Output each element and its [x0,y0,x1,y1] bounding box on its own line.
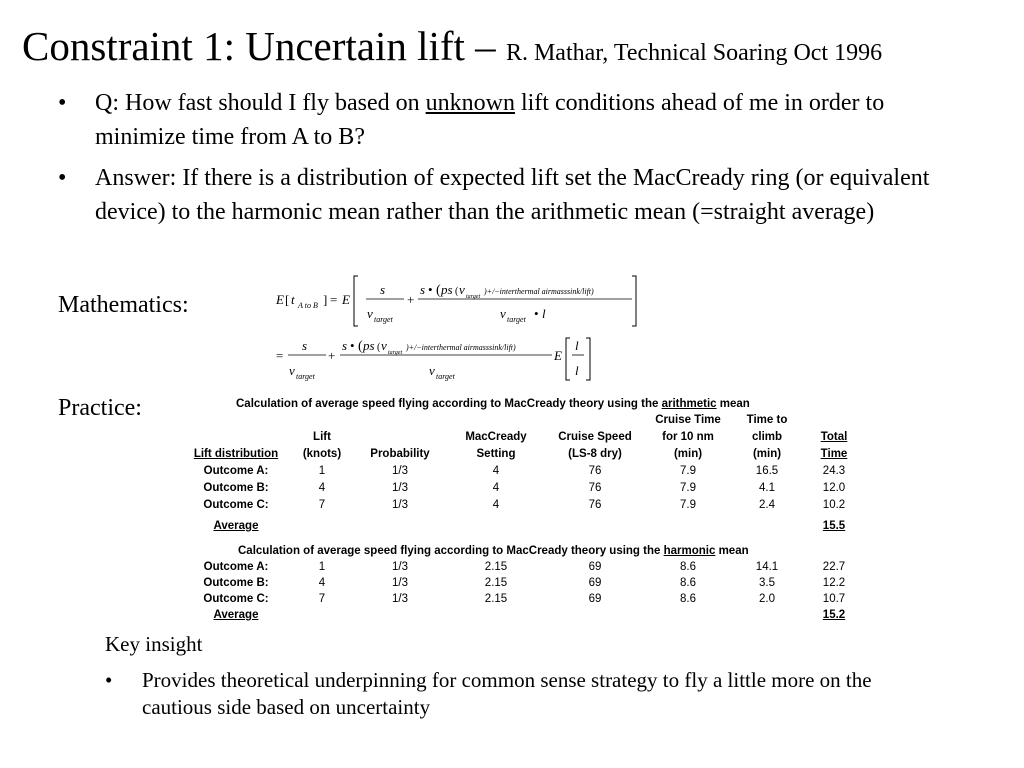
header-cruise-time: Cruise Time [655,414,721,426]
formula-v5: v [381,338,387,353]
formula-paren-small2: ( [377,342,381,353]
cell-cruise-speed: 69 [588,561,602,573]
cell-cruise-time: 7.9 [680,499,696,511]
formula-right-bracket2 [586,338,590,380]
row-label: Outcome C: [203,593,269,605]
arithmetic-average-label: Average [213,520,259,532]
arithmetic-average-value: 15.5 [822,520,846,532]
header-min-climb: (min) [752,448,782,460]
cell-maccready: 2.15 [484,561,508,573]
cell-maccready: 2.15 [484,577,508,589]
header-maccready: MacCready [465,431,527,443]
table-title-suffix: mean [716,398,750,410]
cell-total: 10.2 [822,499,846,511]
cell-cruise-time: 8.6 [680,593,696,605]
formula-v2: v [459,282,465,297]
key-insight-heading: Key insight [105,632,203,656]
header-min: (min) [673,448,703,460]
slide-title-citation: R. Mathar, Technical Soaring Oct 1996 [505,40,883,66]
formula-dot3: • [350,338,355,353]
cell-probability: 1/3 [392,465,408,477]
cell-cruise-speed: 69 [588,593,602,605]
harmonic-average-value: 15.2 [822,609,846,621]
arithmetic-emphasis: arithmetic [661,398,717,410]
cell-cruise-time: 7.9 [680,465,696,477]
cell-probability: 1/3 [392,577,408,589]
table-title-text: Calculation of average speed flying according to MacCready theory using the [238,545,664,557]
formula-v6: v [429,363,435,378]
cell-climb-time: 16.5 [755,465,779,477]
bullet-answer-text: Answer: If there is a distribution of expected lift set the MacCready ring (or equivalent device) to the harmonic mean rather than the arithmetic mean (=straight average) [95,165,930,225]
cell-lift: 7 [318,593,326,605]
formula-paren-small: ( [455,286,459,297]
formula-right-bracket [632,276,636,326]
cell-lift: 7 [318,499,326,511]
formula-E3: E [554,348,562,363]
harmonic-table-title [238,545,749,557]
formula-v3-subscript: target [507,315,526,324]
formula-l3: l [575,363,579,378]
unknown-emphasis: unknown [425,90,515,116]
cell-lift: 1 [318,561,326,573]
header-climb: climb [751,431,783,443]
expected-time-formula [270,268,650,386]
cell-cruise-time: 8.6 [680,577,696,589]
formula-bracket-close: ] [323,292,328,307]
header-lift-distribution: Lift distribution [193,448,279,460]
cell-total: 10.7 [822,593,846,605]
cell-climb-time: 4.1 [759,482,775,494]
bullet-question [58,86,978,154]
bullet-marker: • [58,165,67,191]
practice-label: Practice: [58,395,142,421]
header-time: Time [820,448,848,460]
cell-probability: 1/3 [392,593,408,605]
formula-dot2: • [534,306,539,321]
formula-left-bracket2 [566,338,570,380]
slide-title [22,22,882,70]
formula-E2: E [342,292,350,307]
cell-cruise-time: 7.9 [680,482,696,494]
cell-cruise-speed: 69 [588,577,602,589]
formula-t-subscript: A to B [298,301,318,310]
cell-maccready: 4 [492,499,500,511]
formula-s4: s [342,338,348,353]
header-knots: (knots) [302,448,342,460]
cell-total: 12.2 [822,577,846,589]
key-insight-bullet [105,667,925,721]
question-text-start: Q: How fast should I fly based on [95,90,426,116]
cell-probability: 1/3 [392,482,408,494]
arithmetic-table-title [236,398,750,410]
cell-lift: 4 [318,577,326,589]
formula-pm-term: )+/−interthermal airmasssink/lift) [484,287,594,296]
table-title-text: Calculation of average speed flying according to MacCready theory using the [236,398,662,410]
formula-l: l [542,306,546,321]
formula-paren: ( [436,283,441,298]
formula-equals: = [330,292,338,307]
question-text-end: lift conditions ahead of me in order to minimize time from A to B? [95,90,885,150]
cell-cruise-speed: 76 [588,465,602,477]
mathematics-label: Mathematics: [58,292,189,318]
formula-v2-subscript: target [466,294,481,300]
formula-plus: + [407,292,415,307]
header-ls8-dry: (LS-8 dry) [568,448,622,460]
harmonic-average-label: Average [213,609,259,621]
formula-s2: s [420,282,426,297]
header-time-to-climb: Time to [746,414,788,426]
table-title-suffix: mean [715,545,749,557]
formula-v: v [367,306,373,321]
key-insight-text: Provides theoretical underpinning for common sense strategy to fly a little more on the cautious side based on uncertainty [142,668,872,719]
bullet-question-text [95,86,978,154]
formula-bracket-open: [ [285,292,290,307]
formula-dot: • [428,282,433,297]
cell-maccready: 4 [492,482,500,494]
formula-ps2: ps [363,338,375,353]
row-label: Outcome A: [203,561,269,573]
formula-ps: ps [441,282,453,297]
formula-pm-term2: )+/−interthermal airmasssink/lift) [406,343,516,352]
cell-climb-time: 3.5 [759,577,775,589]
slide-title-main: Constraint 1: Uncertain lift – [22,23,506,69]
header-lift: Lift [313,431,331,443]
formula-v-subscript: target [374,315,393,324]
cell-climb-time: 2.4 [759,499,775,511]
header-probability: Probability [370,448,430,460]
header-for-10nm: for 10 nm [662,431,714,443]
formula-v4: v [289,363,295,378]
formula-left-bracket [354,276,358,326]
cell-cruise-speed: 76 [588,482,602,494]
formula-v5-subscript: target [388,350,403,356]
row-label: Outcome A: [203,465,269,477]
cell-probability: 1/3 [392,499,408,511]
formula-paren3: ( [358,339,363,354]
bullet-marker: • [105,668,113,692]
cell-total: 12.0 [822,482,846,494]
formula-v6-subscript: target [436,372,455,381]
bullet-marker: • [58,90,67,116]
formula-s3: s [302,338,308,353]
cell-climb-time: 14.1 [755,561,779,573]
formula-equals2: = [276,348,284,363]
cell-cruise-speed: 76 [588,499,602,511]
cell-lift: 4 [318,482,326,494]
cell-climb-time: 2.0 [759,593,775,605]
header-total: Total [820,431,848,443]
bullet-answer [58,161,978,229]
row-label: Outcome B: [203,577,269,589]
formula-l2: l [575,338,579,353]
cell-maccready: 4 [492,465,500,477]
harmonic-emphasis: harmonic [663,545,716,557]
formula-plus2: + [328,348,336,363]
cell-maccready: 2.15 [484,593,508,605]
row-label: Outcome C: [203,499,269,511]
formula-s: s [380,282,386,297]
formula-E: E [276,292,284,307]
header-cruise-speed: Cruise Speed [558,431,632,443]
cell-probability: 1/3 [392,561,408,573]
cell-lift: 1 [318,465,326,477]
formula-v3: v [500,306,506,321]
cell-cruise-time: 8.6 [680,561,696,573]
cell-total: 22.7 [822,561,846,573]
row-label: Outcome B: [203,482,269,494]
formula-v4-subscript: target [296,372,315,381]
formula-t: t [291,292,295,307]
header-setting: Setting [476,448,516,460]
cell-total: 24.3 [822,465,846,477]
